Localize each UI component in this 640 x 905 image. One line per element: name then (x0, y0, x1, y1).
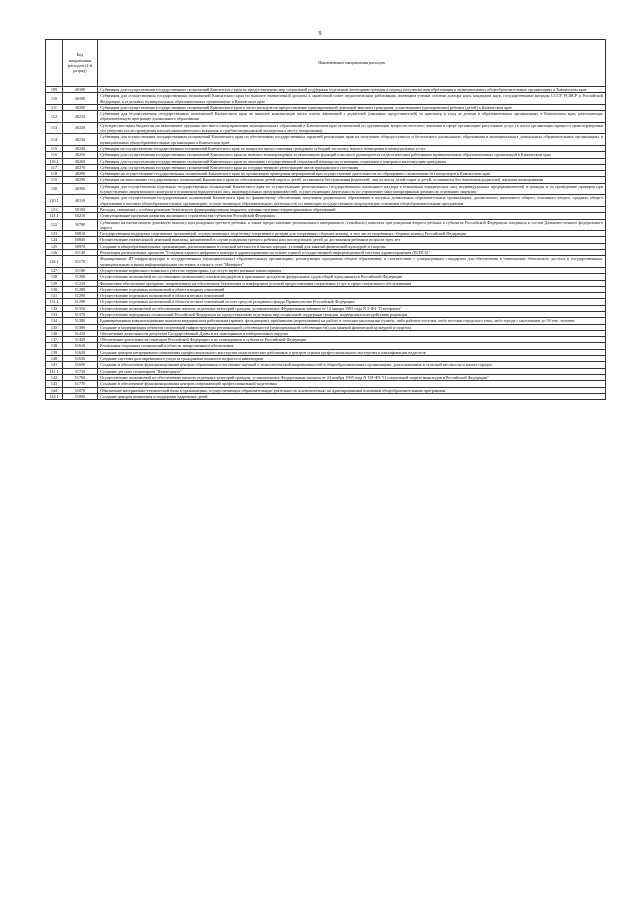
table-body (46, 87, 606, 400)
row-name: Субвенция для осуществления государственных полномочий Камчатского края по выплате компенсации части платы, взимаемой с родителей (законных представителей) за присмотр и уход за детьми в образовательных организациях в Камчатском крае, реализующих образовательную программу дошкольного образования (98, 111, 606, 123)
row-name: Осуществление полномочий по составлению (изменению) списков кандидатов в присяжные заседатели федеральных судов общей юрисдикции в Российской Федерации (98, 274, 606, 280)
row-number: 141 (46, 362, 63, 368)
row-number: 141.1 (46, 368, 63, 374)
row-code: 51620 (63, 349, 98, 355)
row-code: 51210 (63, 280, 98, 286)
row-code: 40250 (63, 152, 98, 158)
row-code: 40310 (63, 195, 98, 207)
row-number: 116.1 (46, 158, 63, 164)
row-name: Субвенция для осуществления отдельных государственных полномочий Камчатского края по осуществлению регионального государственного жилищного надзора в отношении юридических лиц, индивидуальных предпринимателей и граждан и по проведению проверок при осуществлении лицензионного контроля в отношении юридических лиц, индивидуальных предпринимателей, осуществляющих деятельность по управлению многоквартирными домами на основании лицензии (98, 183, 606, 195)
row-code: 51890 (63, 393, 98, 399)
row-name: Обновление материально-технической базы в организациях, осуществляющих образовательную деятельность исключительно по адаптированным основным общеобразовательным программам (98, 387, 606, 393)
row-name: Создание центров непрерывного повышения профессионального мастерства педагогических работников и центров оценки профессионального мастерства и квалификации педагогов (98, 349, 606, 355)
row-name: Осуществление полномочий по обеспечению жильем отдельных категорий граждан, установленных Федеральным законом от 24 ноября 1995 года N 181-ФЗ "О социальной защите инвалидов в Российской Федерации" (98, 374, 606, 380)
row-code: 40190 (63, 93, 98, 105)
row-number: 110 (46, 93, 63, 105)
row-number: 119 (46, 177, 63, 183)
row-number: 114 (46, 134, 63, 146)
row-name: Субвенция для осуществления государственных полномочий Камчатского края по финансовому обеспечению получения дошкольного образования в частных дошкольных образовательных организациях, дошкольного, начального общего, основного общего, среднего общего образования в частных общеобразовательных организациях, осуществляющих образовательную деятельность по имеющим государственную аккредитацию основным общеобразовательным программам (98, 195, 606, 207)
row-number: 140 (46, 356, 63, 362)
row-name: Субвенция для осуществления государственных полномочий Камчатского края по выплате вознаграждения за выполнение функций классного руководителя педагогическим работникам муниципальных образовательных организаций в Камчатском крае (98, 152, 606, 158)
row-name: Создание и обеспечение функционирования центров опережающей профессиональной подготовки (98, 381, 606, 387)
table-row (46, 152, 606, 158)
row-number: 133 (46, 311, 63, 317)
row-name: Государственная поддержка спортивных организаций, осуществляющих подготовку спортивного резерва для спортивных сборных команд, в том числе спортивных сборных команд Российской Федерации (98, 231, 606, 237)
row-name: Обеспечение деятельности сенаторов Российской Федерации и их помощников в субъектах Российской Федерации (98, 337, 606, 343)
row-name: Осуществление первичного воинского учета на территориях, где отсутствуют военные комиссариаты (98, 267, 606, 273)
row-code: 40240 (63, 145, 98, 151)
row-code: 51370 (63, 311, 98, 317)
row-code: 40290 (63, 177, 98, 183)
table-row (46, 183, 606, 195)
row-number: 112 (46, 111, 63, 123)
expense-directions-table (45, 39, 606, 400)
header-number (46, 40, 63, 87)
row-code: 50100 (63, 206, 98, 212)
row-code: 5129F (63, 299, 98, 305)
row-code: 51870 (63, 387, 98, 393)
table-header-row (46, 40, 606, 87)
row-number: 121 (46, 206, 63, 212)
row-code: 40300 (63, 183, 98, 195)
row-code: 40230 (63, 134, 98, 146)
row-name: Создание и модернизация объектов спортивной инфраструктуры региональной собственности (муниципальной собственности) для занятий физической культурой и спортом (98, 324, 606, 330)
table-row (46, 177, 606, 183)
row-code: 51350 (63, 305, 98, 311)
table-row (46, 195, 606, 207)
row-name: Субвенция для осуществления государственных полномочий Камчатского края по предоставлению мер социальной поддержки отдельным категориям граждан в период получения ими образования в муниципальных общеобразовательных организациях в Камчатском крае (98, 87, 606, 93)
row-number: 123 (46, 231, 63, 237)
row-number: 113 (46, 122, 63, 134)
row-number: 117 (46, 164, 63, 170)
row-name: Расходы, связанные с особым режимом безопасного функционирования закрытых административно-территориальных образований (98, 206, 606, 212)
row-number: 128 (46, 274, 63, 280)
table-row (46, 87, 606, 93)
row-code: 51170 (63, 256, 98, 268)
row-code: 51690 (63, 362, 98, 368)
row-number: 120 (46, 183, 63, 195)
row-name: Создание центров выявления и поддержки одаренных детей (98, 393, 606, 399)
row-number: 109 (46, 87, 63, 93)
row-number: 137 (46, 337, 63, 343)
row-name: Субсидии местным бюджетам на выполнение органами местного самоуправления муниципальных образований в Камчатском крае полномочий по организации вопросов местного значения в сфере организации ритуальных услуг (в части организации процесса транспортировки тел умерших после проведения патологоанатомического вскрытия и судебно-медицинской экспертизы к месту захоронения) (98, 122, 606, 134)
row-number: 118 (46, 171, 63, 177)
row-number: 134 (46, 318, 63, 324)
row-name: Создание детских технопарков "Кванториум" (98, 368, 606, 374)
row-number: 116 (46, 152, 63, 158)
row-name: Создание системы долговременного ухода за гражданами пожилого возраста и инвалидами (98, 356, 606, 362)
row-code: 51760 (63, 374, 98, 380)
row-number: 122 (46, 219, 63, 231)
row-name: Субвенция для осуществления государственных полномочий Камчатского края по оказанию государственной социальной помощи на основании социального контракта малоимущим гражданам (98, 158, 606, 164)
row-code: 51630 (63, 356, 98, 362)
row-name: Осуществление переданных полномочий Российской Федерации по предоставлению отдельных мер социальной поддержки граждан, подвергшихся воздействию радиации (98, 311, 606, 317)
row-number: 143 (46, 381, 63, 387)
header-name: Наименование направления расходов (98, 40, 606, 87)
row-number: 139 (46, 349, 63, 355)
header-code: Код направления расходов (4-й разряд) (63, 40, 98, 87)
row-number: 142 (46, 374, 63, 380)
row-code: 50810 (63, 231, 98, 237)
row-code: 51180 (63, 267, 98, 273)
row-name: Субвенция на выполнение государственных полномочий Камчатского края по обеспечению детей-сирот и детей, оставшихся без попечения родителей, лиц из числа детей-сирот и детей, оставшихся без попечения родителей, жилыми помещениями (98, 177, 606, 183)
row-number: 126 (46, 250, 63, 256)
row-name: Создание и обеспечение функционирования центров образования естественно-научной и технологической направленностей в общеобразовательных организациях, расположенных в сельской местности и малых городах (98, 362, 606, 368)
table-row (46, 318, 606, 324)
row-code: 40270 (63, 164, 98, 170)
table-row (46, 393, 606, 399)
row-number: 115 (46, 145, 63, 151)
row-name: Осуществление полномочий по обеспечению жильем отдельных категорий граждан, установленных Федеральным законом от 12 января 1995 года N 5-ФЗ "О ветеранах" (98, 305, 606, 311)
row-number: 111 (46, 104, 63, 110)
row-code: 50780 (63, 219, 98, 231)
row-code: 50840 (63, 237, 98, 243)
row-code: 51420 (63, 337, 98, 343)
row-name: Осуществление отдельных полномочий в области лесных отношений за счет средств резервного фонда Правительства Российской Федерации (98, 299, 606, 305)
row-number: 132 (46, 305, 63, 311)
table-row (46, 111, 606, 123)
row-code: 40260 (63, 158, 98, 164)
row-code: 51290 (63, 293, 98, 299)
row-code: 51730 (63, 368, 98, 374)
row-name: Осуществление отдельных полномочий в области водных отношений (98, 286, 606, 292)
row-number: 130 (46, 286, 63, 292)
row-name: Субвенция для осуществления государственных полномочий Камчатского края в части расходов на предоставление единовременной денежной выплаты гражданам, усыновившим (удочерившим) ребенка (детей) в Камчатском крае (98, 104, 606, 110)
row-number: 127 (46, 267, 63, 273)
row-name: Осуществление ежемесячной денежной выплаты, назначаемой в случае рождения третьего ребенка или последующих детей до достижения ребенком возраста трех лет (98, 237, 606, 243)
row-number: 131.1 (46, 299, 63, 305)
row-number: 126.1 (46, 256, 63, 268)
row-name: Финансовое обеспечение программ, направленных на обеспечение безопасных и комфортных условий предоставления социальных услуг в сфере социального обслуживания (98, 280, 606, 286)
row-name: Единовременные компенсационные выплаты медицинским работникам (врачам, фельдшерам), прибывшим (переехавшим) на работу в сельские населенные пункты, либо рабочие поселки, либо поселки городского типа, либо города с населением до 50 тыс. человек (98, 318, 606, 324)
row-code: 51770 (63, 381, 98, 387)
row-name: Создание в общеобразовательных организациях, расположенных в сельской местности и малых городах, условий для занятий физической культурой и спортом (98, 243, 606, 249)
row-code: 40210 (63, 111, 98, 123)
row-name: Формирование ИТ-инфраструктуры в государственных (муниципальных) образовательных организациях, реализующих программы общего образования, в соответствии с утвержденным стандартом для обеспечения в помещениях безопасного доступа к государственным, муниципальным и иным информационным системам, а также к сети "Интернет" (98, 256, 606, 268)
row-code: 51610 (63, 343, 98, 349)
row-code: 40180 (63, 87, 98, 93)
row-name: Субвенция для осуществления государственных полномочий Камчатского края на государственную регистрацию актов гражданского состояния (98, 164, 606, 170)
row-code: 51280 (63, 286, 98, 292)
row-name: Реализация региональных проектов "Создание единого цифрового контура в здравоохранении на основе единой государственной информационной системы здравоохранения (ЕГИСЗ)" (98, 250, 606, 256)
row-code: 40280 (63, 171, 98, 177)
row-number: 144.1 (46, 393, 63, 399)
row-number: 136 (46, 330, 63, 336)
row-number: 120.1 (46, 195, 63, 207)
row-number: 131 (46, 293, 63, 299)
row-name: Реализация отдельных полномочий в области лекарственного обеспечения (98, 343, 606, 349)
row-name: Субвенция для осуществления государственных полномочий Камчатского края по обеспечению государственных гарантий реализации прав на получение общедоступного и бесплатного дошкольного образования в муниципальных дошкольных образовательных организациях и муниципальных общеобразовательных организациях в Камчатском крае (98, 134, 606, 146)
table-row (46, 93, 606, 105)
row-number: 138 (46, 343, 63, 349)
row-code: 50210 (63, 213, 98, 219)
row-code: 40200 (63, 104, 98, 110)
row-code: 51140 (63, 250, 98, 256)
row-name: Субвенции на ежемесячную денежную выплату при рождении третьего ребенка, а также предоставление регионального материнского (семейного) капитала при рождении второго ребенка в субъектах Российской Федерации, входящих в состав Дальневосточного федерального округа (98, 219, 606, 231)
row-name: Осуществление отдельных полномочий в области лесных отношений (98, 293, 606, 299)
row-code: 40220 (63, 122, 98, 134)
row-number: 144 (46, 387, 63, 393)
row-name: Субвенция на осуществление государственных полномочий Камчатского края по вопросам предоставления гражданам субсидий на оплату жилого помещения и коммунальных услуг (98, 145, 606, 151)
row-code: 51390 (63, 324, 98, 330)
row-number: 125 (46, 243, 63, 249)
row-number: 129 (46, 280, 63, 286)
row-number: 121.1 (46, 213, 63, 219)
table-row (46, 122, 606, 134)
row-number: 135 (46, 324, 63, 330)
table-row (46, 219, 606, 231)
page-number: 9 (318, 31, 322, 37)
row-name: Обеспечение деятельности депутатов Государственной Думы и их помощников в избирательных округах (98, 330, 606, 336)
row-code: 51200 (63, 274, 98, 280)
row-name: Субвенции на осуществление государственных полномочий Камчатского края по организации проведения мероприятий при осуществлении деятельности по обращению с животными без владельцев в Камчатском крае (98, 171, 606, 177)
row-code: 51410 (63, 330, 98, 336)
table-row (46, 256, 606, 268)
row-name: Стимулирование программ развития жилищного строительства субъектов Российской Федерации (98, 213, 606, 219)
row-code: 50970 (63, 243, 98, 249)
row-number: 124 (46, 237, 63, 243)
table-row (46, 134, 606, 146)
row-code: 51380 (63, 318, 98, 324)
row-name: Субвенция для осуществления государственных полномочий Камчатского края по выплате ежемесячной доплаты к заработной плате педагогическим работникам, имеющим ученые степени доктора наук, кандидата наук, государственные награды СССР, РСФСР и Российской Федерации, в отдельных муниципальных образовательных организациях в Камчатском крае (98, 93, 606, 105)
